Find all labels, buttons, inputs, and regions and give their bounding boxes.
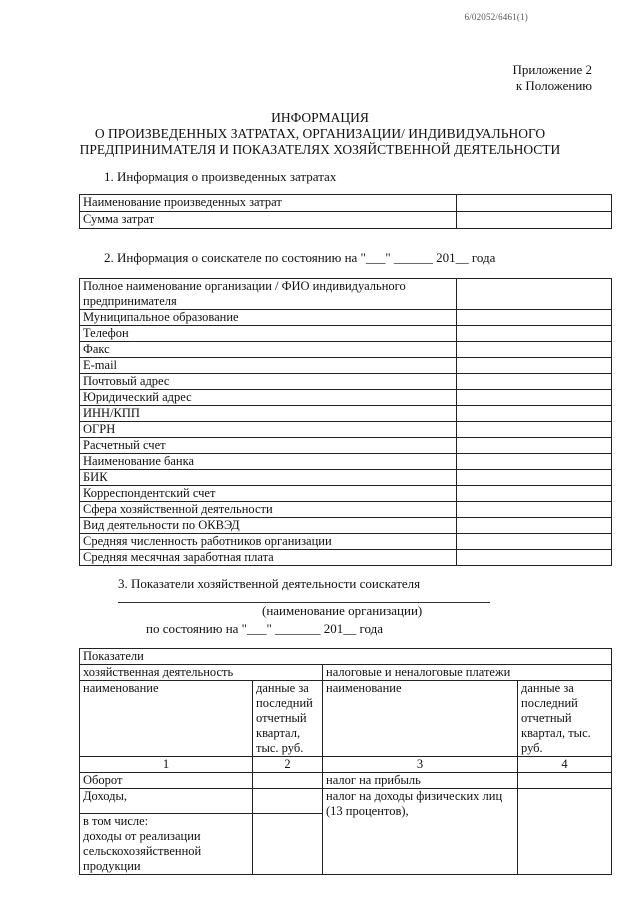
row-income-label: Доходы, [80, 789, 253, 814]
document-title [0, 110, 640, 158]
section-1-heading: 1. Информация о произведенных затратах [104, 169, 337, 184]
applicant-row-label: Юридический адрес [80, 390, 457, 406]
applicant-value-cell[interactable] [457, 550, 612, 566]
table-row [80, 789, 612, 814]
table-row [80, 534, 612, 550]
table-row [80, 390, 612, 406]
col-header-data-2: данные за последний отчетный квартал, тыс. руб. [518, 681, 612, 757]
appendix-line-1: Приложение 2 [512, 62, 592, 77]
applicant-value-cell[interactable] [457, 390, 612, 406]
table-row [80, 665, 612, 681]
appendix-line-2: к Положению [515, 78, 592, 93]
applicant-value-cell[interactable] [457, 326, 612, 342]
applicant-value-cell[interactable] [457, 534, 612, 550]
applicant-row-label: Расчетный счет [80, 438, 457, 454]
col-header-name-1: наименование [80, 681, 253, 757]
date-line: по состоянию на "___" _______ 201__ года [146, 621, 384, 636]
table-row [80, 310, 612, 326]
costs-table [79, 194, 612, 229]
applicant-row-label: Факс [80, 342, 457, 358]
costs-value-cell[interactable] [457, 195, 612, 212]
applicant-row-label: Муниципальное образование [80, 310, 457, 326]
table-row [80, 422, 612, 438]
applicant-table [79, 278, 612, 566]
appendix-label [512, 62, 592, 94]
table-row [80, 454, 612, 470]
applicant-value-cell[interactable] [457, 342, 612, 358]
applicant-row-label: E-mail [80, 358, 457, 374]
applicant-row-label: Корреспондентский счет [80, 486, 457, 502]
applicant-value-cell[interactable] [457, 502, 612, 518]
indicators-table [79, 648, 612, 875]
table-row [80, 681, 612, 757]
col-number-4: 4 [518, 757, 612, 773]
row-income-value[interactable] [253, 789, 323, 814]
applicant-row-label: Вид деятельности по ОКВЭД [80, 518, 457, 534]
table-row [80, 212, 612, 229]
applicant-value-cell[interactable] [457, 454, 612, 470]
costs-row-label: Наименование произведенных затрат [80, 195, 457, 212]
title-line-3: ПРЕДПРИНИМАТЕЛЯ И ПОКАЗАТЕЛЯХ ХОЗЯЙСТВЕННОЙ ДЕЯТЕЛЬНОСТИ [79, 142, 561, 157]
table-row [80, 342, 612, 358]
applicant-value-cell[interactable] [457, 486, 612, 502]
table-row [80, 195, 612, 212]
col-header-name-2: наименование [323, 681, 518, 757]
col-number-2: 2 [253, 757, 323, 773]
document-id: 6/02052/6461(1) [464, 12, 528, 22]
title-line-1: ИНФОРМАЦИЯ [271, 110, 369, 125]
row-income-breakdown [80, 814, 253, 875]
applicant-value-cell[interactable] [457, 358, 612, 374]
applicant-value-cell[interactable] [457, 470, 612, 486]
applicant-value-cell[interactable] [457, 406, 612, 422]
applicant-row-label: Средняя численность работников организации [80, 534, 457, 550]
org-name-caption: (наименование организации) [262, 603, 423, 618]
title-line-2: О ПРОИЗВЕДЕННЫХ ЗАТРАТАХ, ОРГАНИЗАЦИИ/ ИНДИВИДУАЛЬНОГО [94, 126, 546, 141]
table-row [80, 279, 612, 310]
applicant-value-cell[interactable] [457, 438, 612, 454]
applicant-row-label: Почтовый адрес [80, 374, 457, 390]
applicant-value-cell[interactable] [457, 422, 612, 438]
table-row [80, 757, 612, 773]
applicant-row-label: Полное наименование организации / ФИО индивидуального предпринимателя [80, 279, 457, 310]
applicant-table-body [80, 279, 612, 566]
table-row [80, 470, 612, 486]
applicant-row-label: Сфера хозяйственной деятельности [80, 502, 457, 518]
table-row [80, 550, 612, 566]
table-row [80, 406, 612, 422]
section-2-heading: 2. Информация о соискателе по состоянию на "___" ______ 201__ года [104, 250, 496, 265]
group-taxes: налоговые и неналоговые платежи [323, 665, 612, 681]
table-row [80, 502, 612, 518]
col-number-1: 1 [80, 757, 253, 773]
applicant-value-cell[interactable] [457, 310, 612, 326]
col-header-data-1: данные за последний отчетный квартал, тыс. руб. [253, 681, 323, 757]
table-row [80, 326, 612, 342]
group-business: хозяйственная деятельность [80, 665, 323, 681]
table-row [80, 374, 612, 390]
costs-value-cell[interactable] [457, 212, 612, 229]
table-row [80, 773, 612, 789]
table-row [80, 649, 612, 665]
row-turnover-value[interactable] [253, 773, 323, 789]
applicant-value-cell[interactable] [457, 279, 612, 310]
agri-income-label: доходы от реализации сельскохозяйственной продукции [83, 829, 202, 873]
row-ndfl-value[interactable] [518, 789, 612, 875]
applicant-row-label: Средняя месячная заработная плата [80, 550, 457, 566]
col-number-3: 3 [323, 757, 518, 773]
applicant-value-cell[interactable] [457, 374, 612, 390]
row-profit-tax-value[interactable] [518, 773, 612, 789]
indicators-header: Показатели [80, 649, 612, 665]
applicant-row-label: ИНН/КПП [80, 406, 457, 422]
including-label: в том числе: [83, 814, 149, 828]
applicant-value-cell[interactable] [457, 518, 612, 534]
row-agri-income-value[interactable] [253, 814, 323, 875]
table-row [80, 358, 612, 374]
costs-row-label: Сумма затрат [80, 212, 457, 229]
row-ndfl-label: налог на доходы физических лиц (13 процентов), [323, 789, 518, 875]
table-row [80, 438, 612, 454]
section-3-heading: 3. Показатели хозяйственной деятельности соискателя [118, 576, 421, 591]
applicant-row-label: Наименование банка [80, 454, 457, 470]
applicant-row-label: БИК [80, 470, 457, 486]
table-row [80, 518, 612, 534]
row-profit-tax-label: налог на прибыль [323, 773, 518, 789]
table-row [80, 486, 612, 502]
row-turnover-label: Оборот [80, 773, 253, 789]
applicant-row-label: ОГРН [80, 422, 457, 438]
applicant-row-label: Телефон [80, 326, 457, 342]
